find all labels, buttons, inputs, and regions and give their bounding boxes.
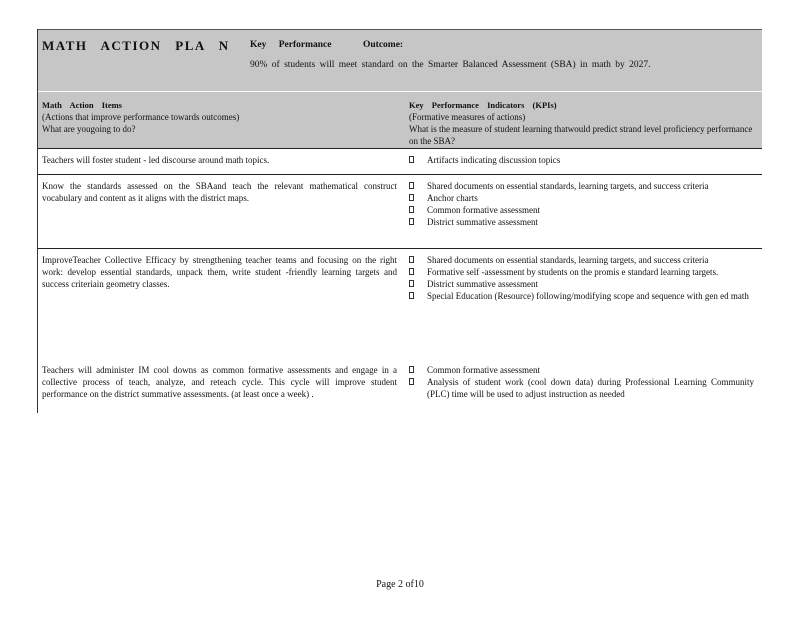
checkbox-icon [409, 378, 414, 385]
kpi-item: Formative self -assessment by students on the promis e standard learning targets. [409, 266, 754, 278]
action-column-title: Math Action Items [42, 100, 122, 110]
table-row [37, 174, 762, 248]
kpi-column-sub2: What is the measure of student learning thatwould predict strand level proficiency performance on the SBA? [409, 124, 753, 146]
kpi-list [409, 254, 754, 302]
kpi-column-title: Key Performance Indicators (KPIs) [409, 100, 557, 110]
kpi-column-sub1: (Formative measures of actions) [409, 112, 526, 122]
column-header [37, 91, 762, 148]
outcome-goal: 90% of students will meet standard on the Smarter Balanced Assessment (SBA) in math by 2027. [250, 60, 651, 70]
kpi-item: Special Education (Resource) following/modifying scope and sequence with gen ed math [409, 290, 754, 302]
kpi-item: Common formative assessment [409, 364, 754, 376]
table-row [37, 248, 762, 359]
checkbox-icon [409, 366, 414, 373]
kpi-item: Shared documents on essential standards, learning targets, and success criteria [409, 254, 754, 266]
checkbox-icon [409, 256, 414, 263]
table-left-border [37, 29, 38, 413]
checkbox-icon [409, 268, 414, 275]
action-column-sub2: What are yougoing to do? [42, 124, 136, 134]
kpi-item: Common formative assessment [409, 204, 754, 216]
kpi-item: Shared documents on essential standards, learning targets, and success criteria [409, 180, 754, 192]
kpi-item: Artifacts indicating discussion topics [409, 154, 754, 166]
checkbox-icon [409, 206, 414, 213]
kpi-list [409, 364, 754, 400]
checkbox-icon [409, 194, 414, 201]
checkbox-icon [409, 292, 414, 299]
action-column-header [42, 99, 392, 135]
table-row [37, 359, 762, 417]
kpi-item: District summative assessment [409, 216, 754, 228]
outcome-label: Outcome: [363, 40, 404, 50]
key-performance-label: Key Performance [250, 40, 332, 50]
checkbox-icon [409, 280, 414, 287]
kpi-item: District summative assessment [409, 278, 754, 290]
kpi-item: Analysis of student work (cool down data) during Professional Learning Community (PLC) time will be used to adjust instruction as needed [409, 376, 754, 400]
action-column-sub1: (Actions that improve performance towards outcomes) [42, 112, 240, 122]
action-item: Teachers will administer IM cool downs as common formative assessments and engage in a collective process of teach, analyze, and reteach cycle. This cycle will improve student performance on the district summative assessments. (at least once a week) . [42, 365, 397, 399]
page-number: Page 2 of10 [376, 579, 424, 590]
kpi-item: Anchor charts [409, 192, 754, 204]
kpi-column-header [409, 99, 754, 147]
kpi-list [409, 154, 754, 166]
plan-header [37, 29, 762, 91]
action-item: Know the standards assessed on the SBAand teach the relevant mathematical construct vocabulary and content as it aligns with the district maps. [42, 181, 397, 203]
action-plan-table [37, 29, 762, 417]
kpi-list [409, 180, 754, 228]
checkbox-icon [409, 156, 414, 163]
checkbox-icon [409, 218, 414, 225]
action-item: ImproveTeacher Collective Efficacy by strengthening teacher teams and focusing on the right work: develop essential standards, unpack them, write student -friendly learning targets and success criteriain geometry classes. [42, 255, 397, 289]
action-item: Teachers will foster student - led discourse around math topics. [42, 155, 270, 165]
page-title: MATH ACTION PLA N [42, 38, 230, 53]
table-row [37, 148, 762, 174]
checkbox-icon [409, 182, 414, 189]
